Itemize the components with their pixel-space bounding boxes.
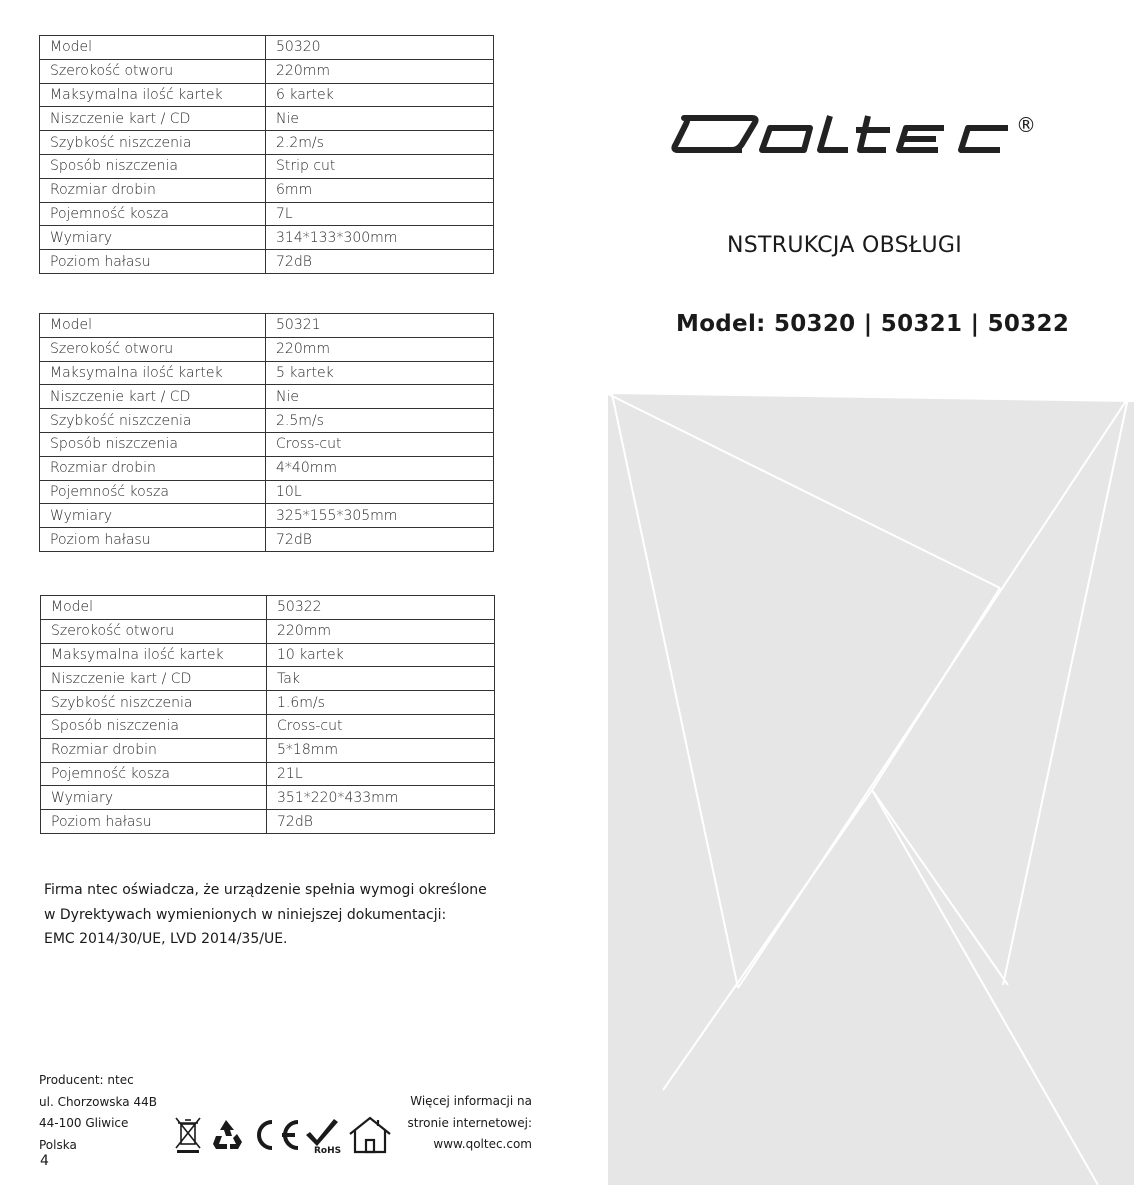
table-row: [40, 480, 494, 504]
spec-label: Niszczenie kart / CD: [41, 667, 267, 691]
producer-line: Polska: [39, 1137, 77, 1152]
spec-label: Wymiary: [40, 504, 266, 528]
spec-value: 4*40mm: [266, 456, 494, 480]
recycle-icon: [213, 1120, 242, 1149]
indoor-use-house-icon: [350, 1118, 390, 1152]
declaration-line: EMC 2014/30/UE, LVD 2014/35/UE.: [44, 931, 288, 947]
table-row: [41, 786, 495, 810]
spec-value: 220mm: [267, 619, 495, 643]
table-row: [41, 596, 495, 620]
table-row: [40, 83, 494, 107]
manual-title: NSTRUKCJA OBSŁUGI: [727, 233, 963, 258]
spec-value: 314*133*300mm: [266, 226, 494, 250]
model-numbers: Model: 50320 | 50321 | 50322: [676, 311, 1070, 337]
spec-value: 220mm: [266, 59, 494, 83]
table-row: [41, 643, 495, 667]
spec-label: Poziom hałasu: [40, 528, 266, 552]
spec-value: Cross-cut: [267, 714, 495, 738]
spec-label: Sposób niszczenia: [41, 714, 267, 738]
table-row: [40, 178, 494, 202]
table-row: [40, 504, 494, 528]
conformity-declaration: [44, 878, 514, 952]
weee-crossed-bin-icon: [176, 1118, 200, 1153]
spec-label: Pojemność kosza: [40, 202, 266, 226]
spec-value: 50320: [266, 36, 494, 60]
table-row: [40, 528, 494, 552]
spec-label: Szerokość otworu: [41, 619, 267, 643]
spec-label: Szybkość niszczenia: [40, 131, 266, 155]
spec-label: Sposób niszczenia: [40, 432, 266, 456]
spec-value: Nie: [266, 107, 494, 131]
spec-table-50322: [40, 595, 495, 834]
table-row: [40, 131, 494, 155]
table-row: [40, 202, 494, 226]
table-row: [41, 738, 495, 762]
spec-label: Rozmiar drobin: [41, 738, 267, 762]
table-row: [41, 810, 495, 834]
table-row: [40, 36, 494, 60]
table-row: [41, 667, 495, 691]
spec-label: Sposób niszczenia: [40, 154, 266, 178]
spec-label: Pojemność kosza: [41, 762, 267, 786]
spec-label: Szybkość niszczenia: [41, 691, 267, 715]
table-row: [40, 226, 494, 250]
spec-label: Poziom hałasu: [40, 250, 266, 274]
spec-label: Maksymalna ilość kartek: [40, 361, 266, 385]
spec-label: Rozmiar drobin: [40, 456, 266, 480]
qoltec-logo: [670, 110, 1040, 160]
spec-value: Nie: [266, 385, 494, 409]
table-row: [40, 456, 494, 480]
spec-value: 50322: [267, 596, 495, 620]
rohs-label: RoHS: [314, 1146, 342, 1156]
spec-label: Szybkość niszczenia: [40, 409, 266, 433]
spec-value: 72dB: [267, 810, 495, 834]
table-row: [41, 762, 495, 786]
website-link[interactable]: www.qoltec.com: [433, 1137, 532, 1151]
page-number: 4: [40, 1153, 49, 1169]
spec-value: 72dB: [266, 528, 494, 552]
producer-line: ul. Chorzowska 44B: [39, 1094, 157, 1109]
table-row: [40, 385, 494, 409]
decorative-triangles: [608, 390, 1134, 1185]
table-row: [40, 250, 494, 274]
spec-table-50320: [39, 35, 494, 274]
spec-value: 351*220*433mm: [267, 786, 495, 810]
spec-label: Rozmiar drobin: [40, 178, 266, 202]
producer-line: Producent: ntec: [39, 1073, 134, 1087]
spec-label: Maksymalna ilość kartek: [41, 643, 267, 667]
more-info-line: Więcej informacji na: [410, 1094, 532, 1108]
spec-value: 220mm: [266, 337, 494, 361]
spec-value: 6 kartek: [266, 83, 494, 107]
producer-address: [39, 1070, 157, 1156]
more-info: [408, 1091, 532, 1156]
spec-label: Pojemność kosza: [40, 480, 266, 504]
table-row: [40, 107, 494, 131]
table-row: [40, 59, 494, 83]
table-row: [41, 619, 495, 643]
spec-value: 7L: [266, 202, 494, 226]
table-row: [40, 154, 494, 178]
spec-value: Cross-cut: [266, 432, 494, 456]
declaration-line: Firma ntec oświadcza, że urządzenie spełnia wymogi określone: [44, 882, 487, 898]
spec-label: Niszczenie kart / CD: [40, 385, 266, 409]
spec-table-50321: [39, 313, 494, 552]
spec-label: Maksymalna ilość kartek: [40, 83, 266, 107]
registered-mark: ®: [1016, 113, 1036, 137]
spec-value: Strip cut: [266, 154, 494, 178]
spec-value: 2.5m/s: [266, 409, 494, 433]
spec-label: Model: [40, 314, 266, 338]
spec-value: 5 kartek: [266, 361, 494, 385]
spec-value: 5*18mm: [267, 738, 495, 762]
more-info-line: stronie internetowej:: [407, 1115, 532, 1130]
spec-value: 10L: [266, 480, 494, 504]
rohs-icon: [306, 1119, 341, 1156]
spec-label: Szerokość otworu: [40, 337, 266, 361]
table-row: [40, 314, 494, 338]
producer-line: 44-100 Gliwice: [39, 1116, 129, 1130]
compliance-icons: [174, 1114, 394, 1156]
table-row: [40, 337, 494, 361]
spec-label: Wymiary: [40, 226, 266, 250]
spec-label: Wymiary: [41, 786, 267, 810]
spec-value: Tak: [267, 667, 495, 691]
table-row: [40, 432, 494, 456]
spec-label: Poziom hałasu: [41, 810, 267, 834]
spec-value: 21L: [267, 762, 495, 786]
declaration-line: w Dyrektywach wymienionych w niniejszej dokumentacji:: [44, 906, 447, 923]
ce-mark-icon: [259, 1122, 298, 1148]
spec-value: 10 kartek: [267, 643, 495, 667]
spec-value: 325*155*305mm: [266, 504, 494, 528]
spec-value: 72dB: [266, 250, 494, 274]
spec-value: 50321: [266, 314, 494, 338]
table-row: [40, 409, 494, 433]
spec-value: 1.6m/s: [267, 691, 495, 715]
spec-label: Model: [41, 596, 267, 620]
spec-label: Model: [40, 36, 266, 60]
table-row: [40, 361, 494, 385]
table-row: [41, 691, 495, 715]
spec-label: Niszczenie kart / CD: [40, 107, 266, 131]
spec-value: 6mm: [266, 178, 494, 202]
spec-label: Szerokość otworu: [40, 59, 266, 83]
table-row: [41, 714, 495, 738]
spec-value: 2.2m/s: [266, 131, 494, 155]
